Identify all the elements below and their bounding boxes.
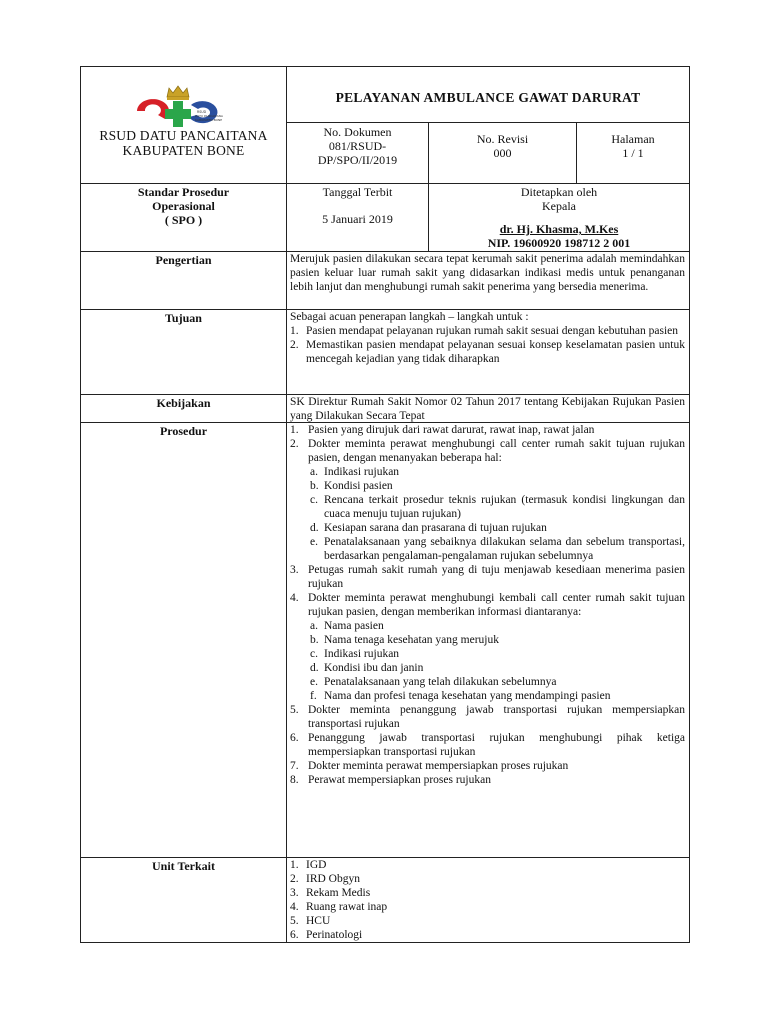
revision-label: No. Revisi xyxy=(476,132,529,146)
hospital-regency: KABUPATEN BONE xyxy=(122,143,245,158)
unit-terkait-item: 4. Ruang rawat inap xyxy=(290,901,388,913)
prosedur-step: 4. Dokter meminta perawat menghubungi kembali call center rumah sakit tujuan rujukan pasien, dengan memberikan informasi diantaranya: xyxy=(290,592,685,618)
list-item: 1. Pasien mendapat pelayanan rujukan rumah sakit sesuai dengan kebutuhan pasien xyxy=(290,325,679,337)
spo-document xyxy=(80,66,690,943)
prosedur-step: 7. Dokter meminta perawat mempersiapkan proses rujukan xyxy=(290,760,569,772)
issued-label: Tanggal Terbit xyxy=(322,185,393,199)
svg-text:RSUD: RSUD xyxy=(197,110,207,114)
approval-cell xyxy=(428,183,690,251)
page-label: Halaman xyxy=(611,132,655,146)
revision-value: 000 xyxy=(493,146,512,160)
doc-number-label: No. Dokumen xyxy=(323,125,392,139)
prosedur-label: Prosedur xyxy=(159,424,208,438)
prosedur-step: 2. Dokter meminta perawat menghubungi call center rumah sakit tujuan rujukan pasien, dengan menanyakan beberapa hal: xyxy=(290,438,685,464)
svg-text:DATU PANCAITANA: DATU PANCAITANA xyxy=(195,114,223,118)
approved-role: Kepala xyxy=(542,199,576,213)
svg-text:KABUPATEN BONE: KABUPATEN BONE xyxy=(195,118,223,122)
unit-terkait-item: 5. HCU xyxy=(290,915,331,927)
spo-label-line2: Operasional xyxy=(152,199,215,213)
unit-terkait-label-cell xyxy=(80,857,286,943)
list-item: 2. Memastikan pasien mendapat pelayanan sesuai konsep keselamatan pasien untuk mencegah kejadian yang tidak diharapkan xyxy=(290,339,685,365)
issued-date: 5 Januari 2019 xyxy=(322,212,393,226)
prosedur-list xyxy=(287,423,689,787)
unit-terkait-list xyxy=(287,858,689,942)
prosedur-substep: b. Kondisi pasien xyxy=(310,480,393,492)
green-cross-icon xyxy=(165,101,191,127)
prosedur-step: 1. Pasien yang dirujuk dari rawat darurat, rawat inap, rawat jalan xyxy=(290,424,595,436)
kebijakan-content-cell xyxy=(286,394,690,422)
kebijakan-text: SK Direktur Rumah Sakit Nomor 02 Tahun 2017 tentang Kebijakan Rujukan Pasien yang Dilakukan Secara Tepat xyxy=(290,396,685,422)
prosedur-substep: e. Penatalaksanaan yang sebaiknya dilakukan selama dan sebelum transportasi, berdasarkan pengalaman-pengalaman rujukan sebelumnya xyxy=(310,536,685,562)
doc-number-line2: DP/SPO/II/2019 xyxy=(317,153,398,167)
document-title: PELAYANAN AMBULANCE GAWAT DARURAT xyxy=(335,90,641,105)
prosedur-step: 3. Petugas rumah sakit rumah yang di tuju menjawab kesediaan menerima pasien rujukan xyxy=(290,564,685,590)
doc-number-line1: 081/RSUD- xyxy=(328,139,387,153)
tujuan-list xyxy=(290,324,685,366)
approved-label: Ditetapkan oleh xyxy=(520,185,598,199)
tujuan-label: Tujuan xyxy=(165,311,202,325)
prosedur-substep: c. Indikasi rujukan xyxy=(310,648,400,660)
spo-label-cell xyxy=(80,183,286,251)
unit-terkait-label: Unit Terkait xyxy=(151,859,215,873)
approver-name: dr. Hj. Khasma, M.Kes xyxy=(499,222,619,236)
prosedur-substep: b. Nama tenaga kesehatan yang merujuk xyxy=(310,634,499,646)
issued-date-cell xyxy=(286,183,428,251)
tujuan-label-cell xyxy=(80,309,286,394)
hospital-identity-cell xyxy=(80,66,286,183)
document-title-cell xyxy=(286,66,690,122)
unit-terkait-item: 3. Rekam Medis xyxy=(290,887,371,899)
crown-icon xyxy=(167,86,189,100)
tujuan-intro: Sebagai acuan penerapan langkah – langkah untuk : xyxy=(290,311,529,323)
prosedur-substep: d. Kondisi ibu dan janin xyxy=(310,662,424,674)
prosedur-label-cell xyxy=(80,422,286,857)
unit-terkait-item: 2. IRD Obgyn xyxy=(290,873,360,885)
pengertian-label: Pengertian xyxy=(155,253,212,267)
prosedur-substep: f. Nama dan profesi tenaga kesehatan yang mendampingi pasien xyxy=(310,690,611,702)
prosedur-content-cell xyxy=(286,422,690,857)
spo-label-line3: ( SPO ) xyxy=(164,213,203,227)
kebijakan-label: Kebijakan xyxy=(156,396,211,410)
prosedur-step: 8. Perawat mempersiapkan proses rujukan xyxy=(290,774,491,786)
prosedur-step: 6. Penanggung jawab transportasi rujukan menghubungi pihak ketiga mempersiapkan transportasi rujukan xyxy=(290,732,685,758)
prosedur-substep: a. Indikasi rujukan xyxy=(310,466,400,478)
unit-terkait-item: 1. IGD xyxy=(290,859,327,871)
page-value: 1 / 1 xyxy=(622,146,644,160)
prosedur-substep: c. Rencana terkait prosedur teknis rujukan (termasuk kondisi lingkungan dan cuaca menuju tujuan rujukan) xyxy=(310,494,685,520)
hospital-name: RSUD DATU PANCAITANA xyxy=(99,128,268,143)
approver-nip: NIP. 19600920 198712 2 001 xyxy=(487,236,631,250)
prosedur-substep: d. Kesiapan sarana dan prasarana di tujuan rujukan xyxy=(310,522,547,534)
prosedur-step: 5. Dokter meminta penanggung jawab transportasi rujukan mempersiapkan transportasi rujukan xyxy=(290,704,685,730)
unit-terkait-item: 6. Perinatologi xyxy=(290,929,363,941)
page-cell xyxy=(576,122,690,183)
pengertian-content-cell xyxy=(286,251,690,309)
revision-cell xyxy=(428,122,576,183)
pengertian-label-cell xyxy=(80,251,286,309)
doc-number-cell xyxy=(286,122,428,183)
unit-terkait-content-cell xyxy=(286,857,690,943)
spo-label-line1: Standar Prosedur xyxy=(137,185,230,199)
prosedur-substep: e. Penatalaksanaan yang telah dilakukan sebelumnya xyxy=(310,676,557,688)
prosedur-substep: a. Nama pasien xyxy=(310,620,384,632)
kebijakan-label-cell xyxy=(80,394,286,422)
tujuan-content-cell xyxy=(286,309,690,394)
pengertian-text: Merujuk pasien dilakukan secara tepat kerumah sakit penerima adalah memindahkan pasien keluar luar rumah sakit yang didasarkan indikasi medis untuk penanganan lebih lanjut dan menghubungi rumah sakit penerima yang bersedia menerima. xyxy=(290,253,685,293)
hospital-logo xyxy=(129,83,227,129)
